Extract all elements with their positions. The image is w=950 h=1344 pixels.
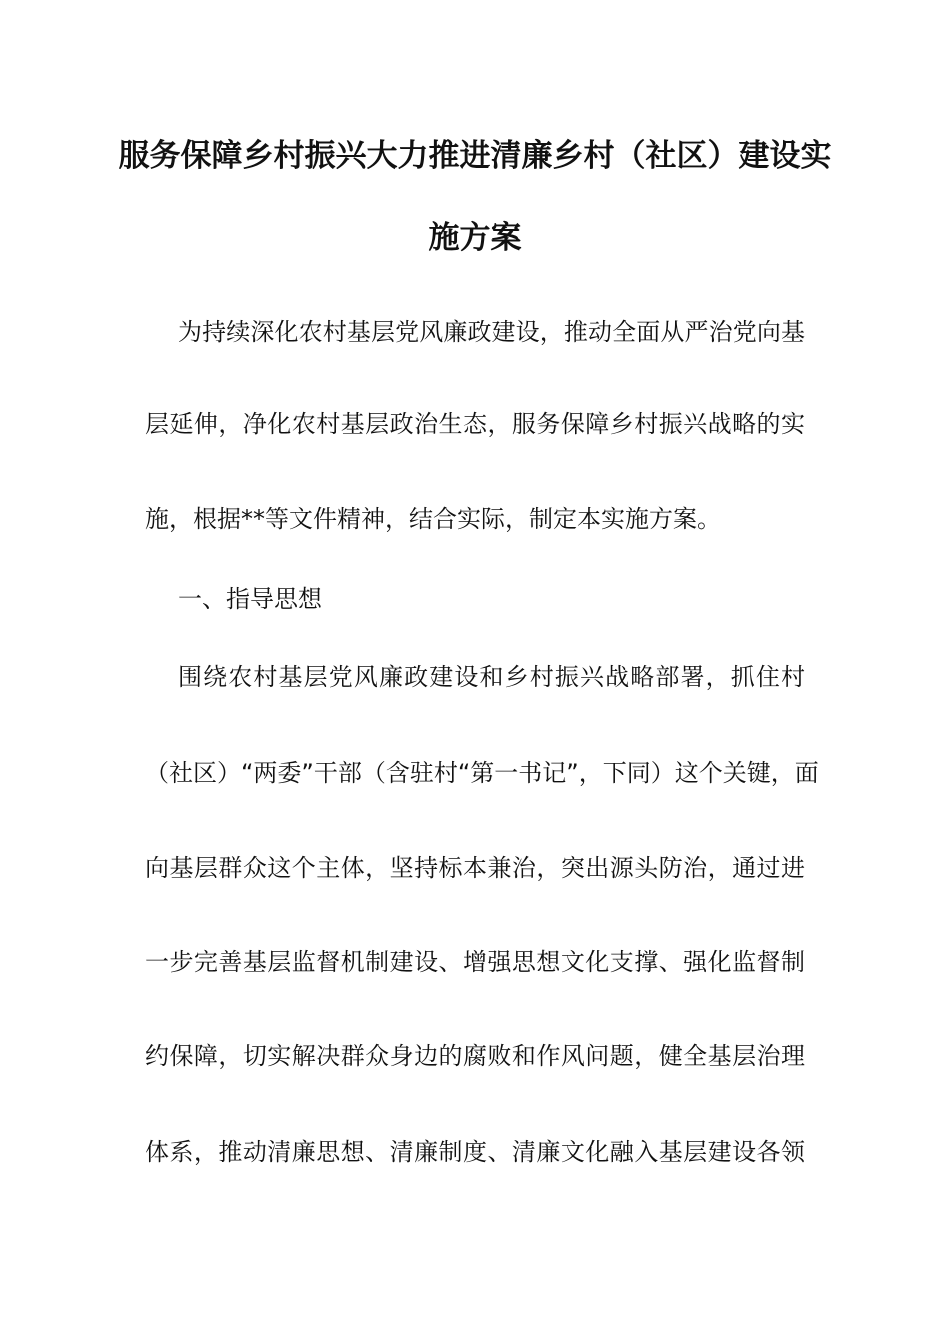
section-paragraph-line-3: 向基层群众这个主体，坚持标本兼治，突出源头防治，通过进 — [145, 854, 805, 882]
section-paragraph-line-1: 围绕农村基层党风廉政建设和乡村振兴战略部署，抓住村 — [178, 663, 805, 691]
section-paragraph-line-6: 体系，推动清廉思想、清廉制度、清廉文化融入基层建设各领 — [145, 1138, 805, 1166]
section-paragraph-line-2: （社区）“两委”干部（含驻村“第一书记”，下同）这个关键，面 — [145, 759, 819, 787]
document-title-line-2: 施方案 — [428, 220, 522, 256]
section-paragraph-line-5: 约保障，切实解决群众身边的腐败和作风问题，健全基层治理 — [145, 1042, 805, 1070]
section-heading: 一、指导思想 — [178, 585, 322, 613]
section-paragraph-line-4: 一步完善基层监督机制建设、增强思想文化支撑、强化监督制 — [145, 948, 805, 976]
intro-paragraph-line-2: 层延伸，净化农村基层政治生态，服务保障乡村振兴战略的实 — [145, 410, 805, 438]
intro-paragraph-line-1: 为持续深化农村基层党风廉政建设，推动全面从严治党向基 — [178, 318, 805, 346]
document-title-line-1: 服务保障乡村振兴大力推进清廉乡村（社区）建设实 — [118, 138, 832, 174]
intro-paragraph-line-3: 施，根据**等文件精神，结合实际，制定本实施方案。 — [145, 505, 721, 533]
